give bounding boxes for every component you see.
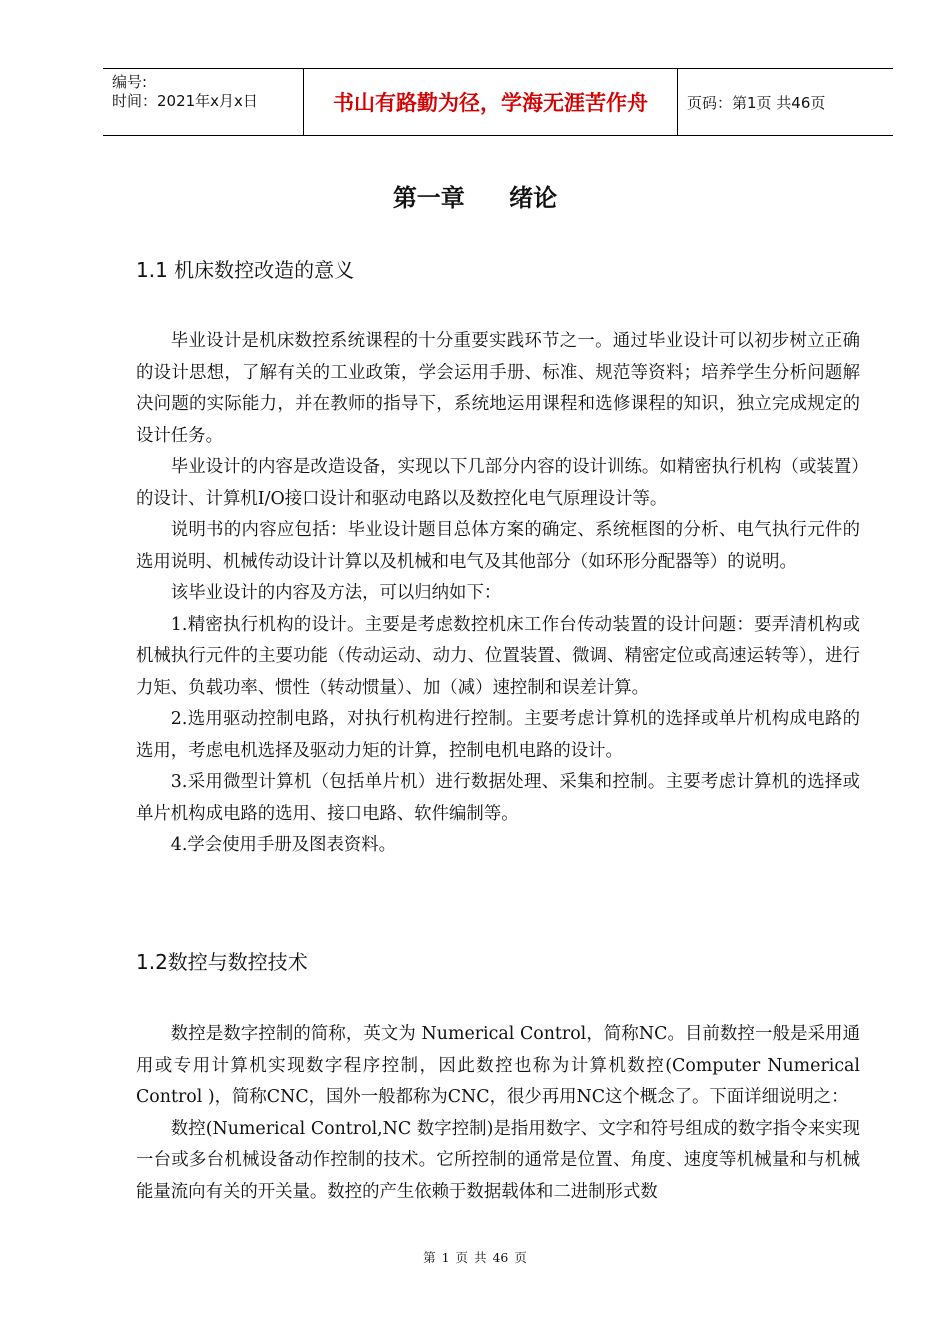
number-label: 编号: (112, 73, 148, 91)
time-label: 时间：2021年x月x日 (112, 92, 258, 110)
paragraph: 2.选用驱动控制电路，对执行机构进行控制。主要考虑计算机的选择或单片机构成电路的选用，考虑电机选择及驱动力矩的计算，控制电机电路的设计。 (136, 709, 860, 761)
section-heading-1-2: 1.2数控与数控技术 (136, 950, 308, 974)
paragraph: 4.学会使用手册及图表资料。 (170, 835, 397, 855)
paragraph: 毕业设计是机床数控系统课程的十分重要实践环节之一。通过毕业设计可以初步树立正确的设计思想，了解有关的工业政策，学会运用手册、标准、规范等资料；培养学生分析问题解决问题的实际能力，并在教师的指导下，系统地运用课程和选修课程的知识，独立完成规定的设计任务。 (136, 331, 860, 446)
header-motto-cell (304, 69, 678, 135)
paragraph: 3.采用微型计算机（包括单片机）进行数据处理、采集和控制。主要考虑计算机的选择或单片机构成电路的选用、接口电路、软件编制等。 (136, 772, 860, 824)
header-meta-cell (103, 69, 304, 135)
paragraph: 说明书的内容应包括：毕业设计题目总体方案的确定、系统框图的分析、电气执行元件的选用说明、机械传动设计计算以及机械和电气及其他部分（如环形分配器等）的说明。 (136, 520, 860, 572)
section-2-body (136, 1019, 860, 1208)
paragraph: 该毕业设计的内容及方法，可以归纳如下： (170, 583, 502, 603)
paragraph: 数控是数字控制的简称，英文为 Numerical Control，简称NC。目前数控一般是采用通用或专用计算机实现数字程序控制，因此数控也称为计算机数控(Computer Numerical Control )，简称CNC，国外一般都称为CNC，很少再用NC这个概念了。下面详细说明之： (136, 1024, 860, 1107)
page-code: 页码：第1页 共46页 (687, 93, 826, 112)
paragraph: 毕业设计的内容是改造设备，实现以下几部分内容的设计训练。如精密执行机构（或装置）的设计、计算机I/O接口设计和驱动电路以及数控化电气原理设计等。 (136, 457, 860, 509)
page-footer: 第 1 页 共 46 页 (423, 1250, 527, 1265)
section-heading-1-1: 1.1 机床数控改造的意义 (136, 258, 355, 282)
paragraph: 1.精密执行机构的设计。主要是考虑数控机床工作台传动装置的设计问题：要弄清机构或机械执行元件的主要功能（传动运动、动力、位置装置、微调、精密定位或高速运转等），进行力矩、负载功率、惯性（转动惯量）、加（减）速控制和误差计算。 (136, 614, 860, 698)
page-header (103, 68, 893, 136)
chapter-title: 第一章 绪论 (392, 184, 558, 212)
header-page-cell (678, 69, 893, 135)
paragraph: 数控(Numerical Control,NC 数字控制)是指用数字、文字和符号组成的数字指令来实现一台或多台机械设备动作控制的技术。它所控制的通常是位置、角度、速度等机械量和与机械能量流向有关的开关量。数控的产生依赖于数据载体和二进制形式数 (136, 1118, 860, 1202)
section-1-body (136, 326, 860, 862)
motto: 书山有路勤为径，学海无涯苦作舟 (333, 91, 648, 115)
